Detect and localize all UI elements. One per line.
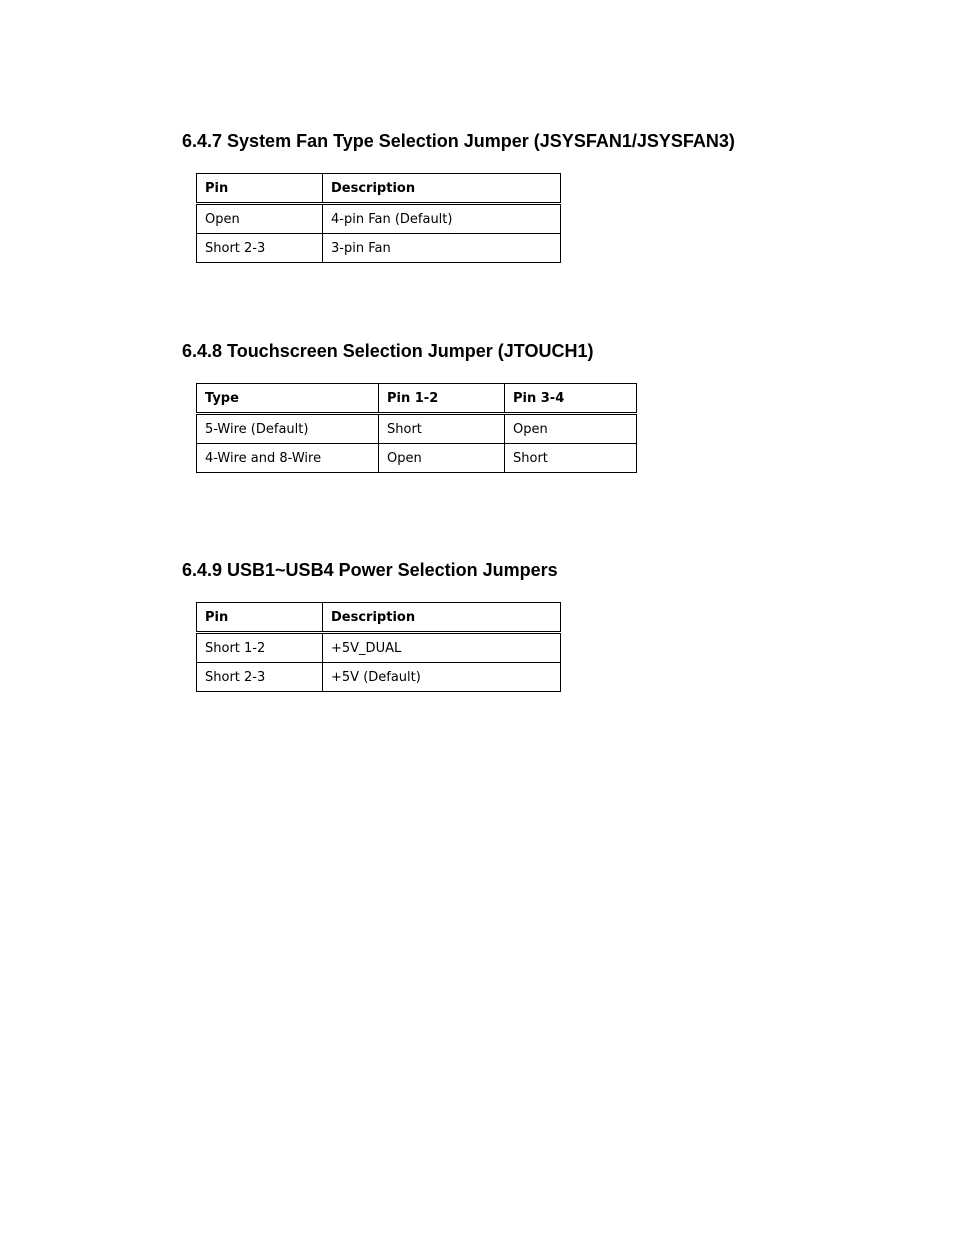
- table-row: [197, 234, 561, 263]
- table-header-row: [197, 174, 561, 204]
- table-cell: Open: [197, 204, 323, 234]
- header-cell: Type: [197, 384, 379, 414]
- header-cell: Description: [323, 174, 561, 204]
- table-header-row: [197, 384, 637, 414]
- table-cell: 4-pin Fan (Default): [323, 204, 561, 234]
- table-cell: Short: [505, 444, 637, 473]
- table-cell: Open: [505, 414, 637, 444]
- section-heading-jsysfan: 6.4.7 System Fan Type Selection Jumper (JSYSFAN1/JSYSFAN3): [182, 131, 735, 151]
- usb-power-table: [196, 602, 561, 692]
- table-row: [197, 663, 561, 692]
- table-cell: 5-Wire (Default): [197, 414, 379, 444]
- jtouch-table: [196, 383, 637, 473]
- table-cell: Short: [379, 414, 505, 444]
- table-row: [197, 414, 637, 444]
- header-cell: Description: [323, 603, 561, 633]
- section-heading-usb-power: 6.4.9 USB1~USB4 Power Selection Jumpers: [182, 560, 558, 580]
- header-cell: Pin 3-4: [505, 384, 637, 414]
- table-cell: Open: [379, 444, 505, 473]
- header-cell: Pin 1-2: [379, 384, 505, 414]
- table-row: [197, 444, 637, 473]
- table-cell: 4-Wire and 8-Wire: [197, 444, 379, 473]
- header-cell: Pin: [197, 603, 323, 633]
- table-cell: 3-pin Fan: [323, 234, 561, 263]
- header-cell: Pin: [197, 174, 323, 204]
- jsysfan-table: [196, 173, 561, 263]
- table-cell: Short 2-3: [197, 663, 323, 692]
- table-cell: +5V_DUAL: [323, 633, 561, 663]
- table-row: [197, 204, 561, 234]
- section-heading-jtouch: 6.4.8 Touchscreen Selection Jumper (JTOUCH1): [182, 341, 594, 361]
- table-cell: +5V (Default): [323, 663, 561, 692]
- table-cell: Short 2-3: [197, 234, 323, 263]
- table-header-row: [197, 603, 561, 633]
- table-cell: Short 1-2: [197, 633, 323, 663]
- table-row: [197, 633, 561, 663]
